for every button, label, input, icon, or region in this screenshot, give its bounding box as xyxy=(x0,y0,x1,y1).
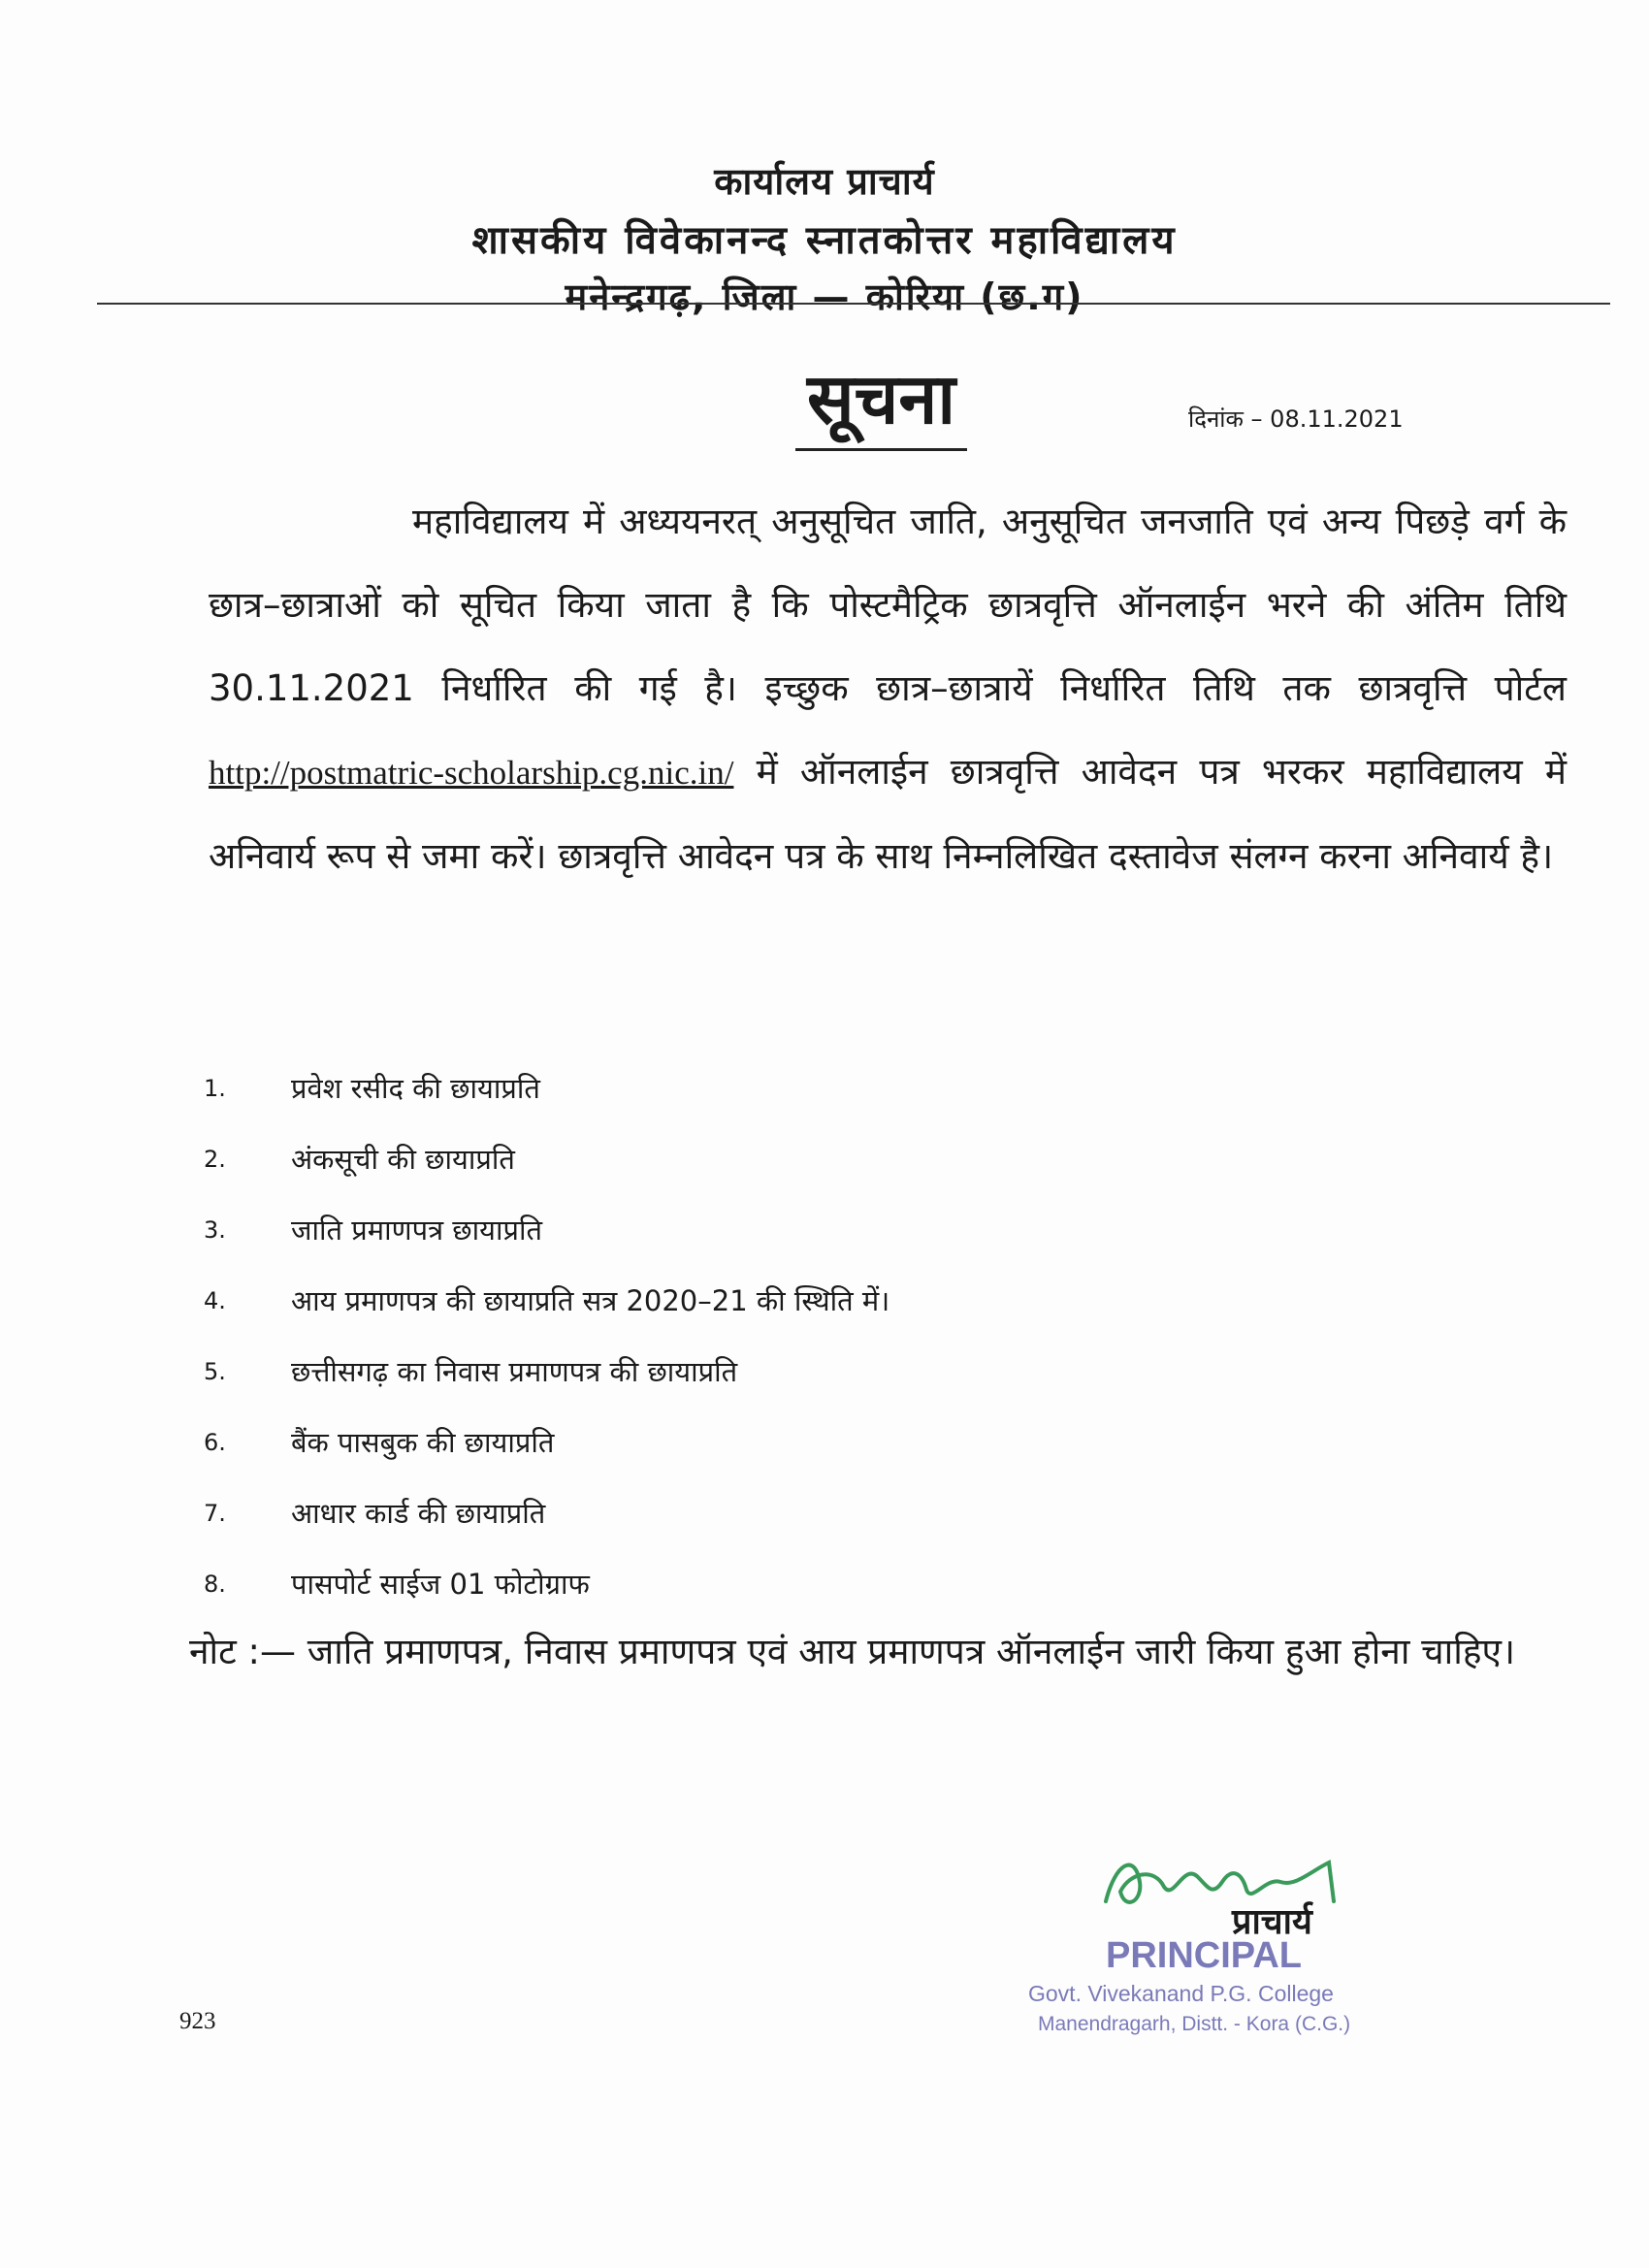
signature-block xyxy=(1028,1843,1416,2037)
signatory-role-hindi: प्राचार्य xyxy=(1232,1902,1312,1942)
stamp-college-address: Manendragarh, Distt. - Kora (C.G.) xyxy=(1038,2013,1351,2035)
body-text-part1: महाविद्यालय में अध्ययनरत् अनुसूचित जाति, अनुसूचित जनजाति एवं अन्य पिछड़े वर्ग के छात्र–छात्राओं को सूचित किया जाता है कि पोस्टमैट्रिक छात्रवृत्ति ऑनलाईन भरने की अंतिम तिथि 30.11.2021 निर्धारित की गई है। इच्छुक छात्र–छात्रायें निर्धारित तिथि तक छात्रवृत्ति पोर्टल xyxy=(209,501,1567,709)
header-divider xyxy=(97,303,1610,305)
page-number: 923 xyxy=(179,2008,216,2034)
list-item xyxy=(204,1407,1465,1477)
list-item-text: आधार कार्ड की छायाप्रति xyxy=(291,1497,546,1530)
list-item xyxy=(204,1336,1465,1407)
list-item-number: 7. xyxy=(204,1499,226,1527)
list-item-text: छत्तीसगढ़ का निवास प्रमाणपत्र की छायाप्रति xyxy=(291,1355,738,1388)
notice-date: दिनांक – 08.11.2021 xyxy=(1188,405,1404,433)
list-item xyxy=(204,1123,1465,1194)
list-item xyxy=(204,1548,1465,1619)
stamp-role: PRINCIPAL xyxy=(1106,1935,1302,1976)
list-item-text: बैंक पासबुक की छायाप्रति xyxy=(291,1426,555,1459)
body-text-part2: में ऑनलाईन छात्रवृत्ति आवेदन पत्र भरकर महाविद्यालय में अनिवार्य रूप से जमा करें। छात्रवृत्ति आवेदन पत्र के साथ निम्नलिखित दस्तावेज संलग्न करना अनिवार्य है। xyxy=(209,751,1567,877)
handwritten-signature xyxy=(1096,1843,1358,1921)
list-item xyxy=(204,1477,1465,1548)
list-item xyxy=(204,1053,1465,1123)
list-item-number: 3. xyxy=(204,1215,226,1244)
list-item-number: 2. xyxy=(204,1145,226,1173)
list-item-text: पासपोर्ट साईज 01 फोटोग्राफ xyxy=(291,1568,590,1601)
college-location: मनेन्द्रगढ़, जिला — कोरिया (छ.ग) xyxy=(565,275,1084,318)
list-item xyxy=(204,1194,1465,1265)
notice-title: सूचना xyxy=(795,349,967,451)
stamp-college-name: Govt. Vivekanand P.G. College xyxy=(1028,1981,1334,2006)
college-name: शासकीय विवेकानन्द स्नातकोत्तर महाविद्यालय xyxy=(471,218,1178,263)
list-item-number: 8. xyxy=(204,1570,226,1598)
notice-body xyxy=(209,480,1567,898)
list-item-number: 1. xyxy=(204,1074,226,1102)
note-text: नोट :— जाति प्रमाणपत्र, निवास प्रमाणपत्र एवं आय प्रमाणपत्र ऑनलाईन जारी किया हुआ होना चाहिए। xyxy=(189,1631,1515,1672)
list-item-number: 5. xyxy=(204,1357,226,1385)
list-item-text: जाति प्रमाणपत्र छायाप्रति xyxy=(291,1214,543,1247)
office-title: कार्यालय प्राचार्य xyxy=(714,160,935,203)
list-item-text: प्रवेश रसीद की छायाप्रति xyxy=(291,1072,540,1105)
scholarship-portal-link[interactable]: http://postmatric-scholarship.cg.nic.in/ xyxy=(209,754,734,792)
list-item-text: अंकसूची की छायाप्रति xyxy=(291,1143,515,1176)
list-item xyxy=(204,1265,1465,1336)
list-item-number: 4. xyxy=(204,1286,226,1314)
letterhead xyxy=(242,155,1406,321)
list-item-text: आय प्रमाणपत्र की छायाप्रति सत्र 2020–21 की स्थिति में। xyxy=(291,1284,890,1317)
list-item-number: 6. xyxy=(204,1428,226,1456)
required-documents-list xyxy=(204,1053,1465,1619)
